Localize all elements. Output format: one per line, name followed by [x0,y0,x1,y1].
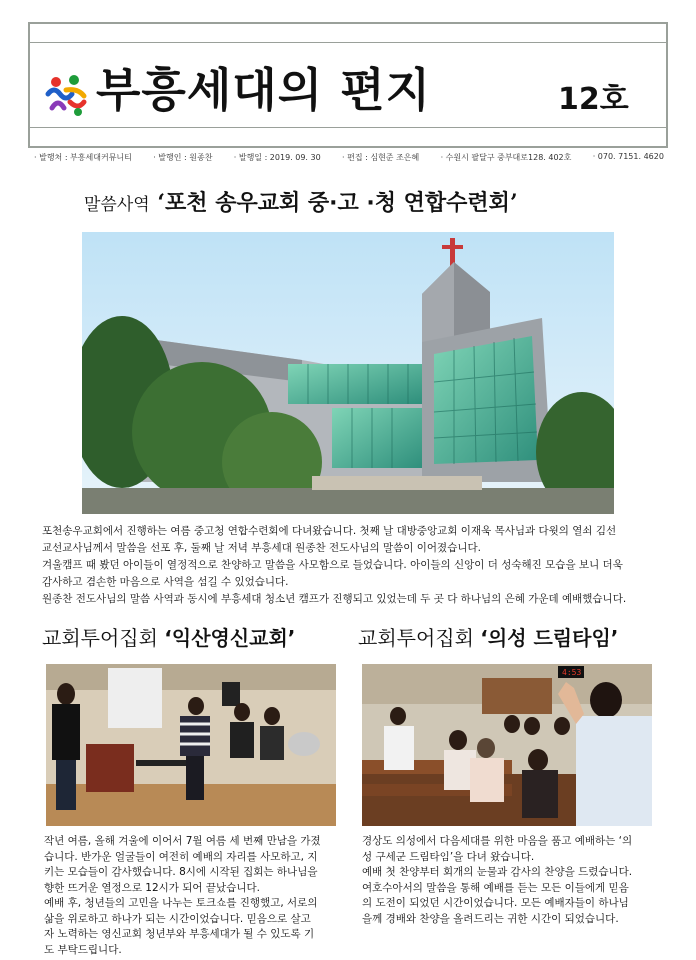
iksan-worship-photo [46,664,336,826]
article-line: 교선교사님께서 말씀을 선포 후, 둘째 날 저녁 부흥세대 원종찬 전도사님의 말씀이 이어졌습니다. [42,542,481,554]
article-line: 도 부탁드립니다. [44,943,122,956]
close-quote: ’ [509,190,518,216]
article-iksan-text [44,834,340,958]
article-uiseong-text [362,834,662,927]
article-line: 삶을 위로하고 하나가 되는 시간이었습니다. 믿음으로 살고 [44,912,311,925]
section-heading-ministry [84,186,518,217]
article-line: 경상도 의성에서 다음세대를 위한 마음을 품고 예배하는 ‘의 [362,835,633,847]
wall-clock-display: 4:53 [562,668,582,677]
article-line: 원종찬 전도사님의 말씀 사역과 동시에 부흥세대 청소년 캠프가 진행되고 있었는데 두 곳 다 하나님의 은혜 가운데 예배했습니다. [42,593,627,605]
article-line: 작년 여름, 올해 겨울에 이어서 7월 여름 세 번째 만남을 가졌 [44,835,321,847]
open-quote: ‘ [157,190,166,216]
article-line: 감사하고 겸손한 마음으로 사역을 섬길 수 있었습니다. [42,576,289,588]
article-line: 여호수아서의 말씀을 통해 예배를 듣는 모든 이들에게 믿음 [362,881,629,894]
article-line: 습니다. 반가운 얼굴들이 여전히 예배의 자리를 사모하고, 지 [44,850,318,863]
uiseong-worship-photo [362,664,652,826]
section-event-name: 중·고 ·청 연합수련회 [300,191,510,216]
tour-label: 교회투어집회 [358,626,481,650]
date-info: · 발행일 : 2019. 09. 30 [233,153,321,162]
article-line: 예배 첫 찬양부터 회개의 눈물과 감사의 찬양을 드렸습니다. [362,866,633,878]
tour-heading-uiseong [358,622,618,651]
editors-info: · 편집 : 심현준 조은혜 [342,153,420,162]
tour-church-name: ‘의성 드림타임’ [480,626,619,650]
masthead-bottom-rule [30,127,666,128]
phone-info: · 070. 7151. 4620 [592,152,664,161]
article-line: 의 도전이 되었던 시간이었습니다. 모든 예배자들이 하나님 [362,897,629,909]
logo-icon [44,72,90,118]
article-line: 포천송우교회에서 진행하는 여름 중고청 연합수련회에 다녀왔습니다. 첫째 날 대방중앙교회 이재욱 목사님과 다윗의 열쇠 김선 [42,525,617,537]
article-line: 겨울캠프 때 봤던 아이들이 열정적으로 찬양하고 말씀을 사모함으로 들었습니다. 아이들의 신앙이 더 성숙해진 모습을 보니 더욱 [42,559,623,571]
article-line: 키는 모습들이 감사했습니다. 8시에 시작된 집회는 하나님을 [44,866,318,878]
article-line: 성 구세군 드림타임’을 다녀 왔습니다. [362,850,535,863]
issue-number: 12호 [558,82,629,117]
article-line: 을께 경배와 찬양을 올려드리는 귀한 시간이 되었습니다. [362,912,619,925]
article-line: 향한 뜨거운 열정으로 12시가 되어 끝났습니다. [44,881,260,894]
tour-heading-iksan [42,622,295,651]
publisher-info: · 발행처 : 부흥세대커뮤니티 [34,153,132,162]
article-ministry-text [42,523,662,608]
article-line: 자 노력하는 영신교회 청년부와 부흥세대가 될 수 있도록 기 [44,928,315,940]
church-building-photo [82,232,614,514]
address-info: · 수원시 팔달구 중부대로128. 402호 [440,153,572,162]
article-line: 예배 후, 청년들의 고민을 나누는 토크쇼를 진행했고, 서로의 [44,897,318,909]
tour-church-name: ‘익산영신교회’ [164,626,296,650]
section-church-name: 포천 송우교회 [165,191,301,216]
issuer-info: · 발행인 : 원종찬 [153,153,213,162]
publication-info [34,152,664,163]
section-prefix: 말씀사역 [84,195,150,215]
tour-label: 교회투어집회 [42,626,165,650]
masthead-title: 부흥세대의 편지 [96,63,432,117]
masthead-top-rule [30,42,666,43]
